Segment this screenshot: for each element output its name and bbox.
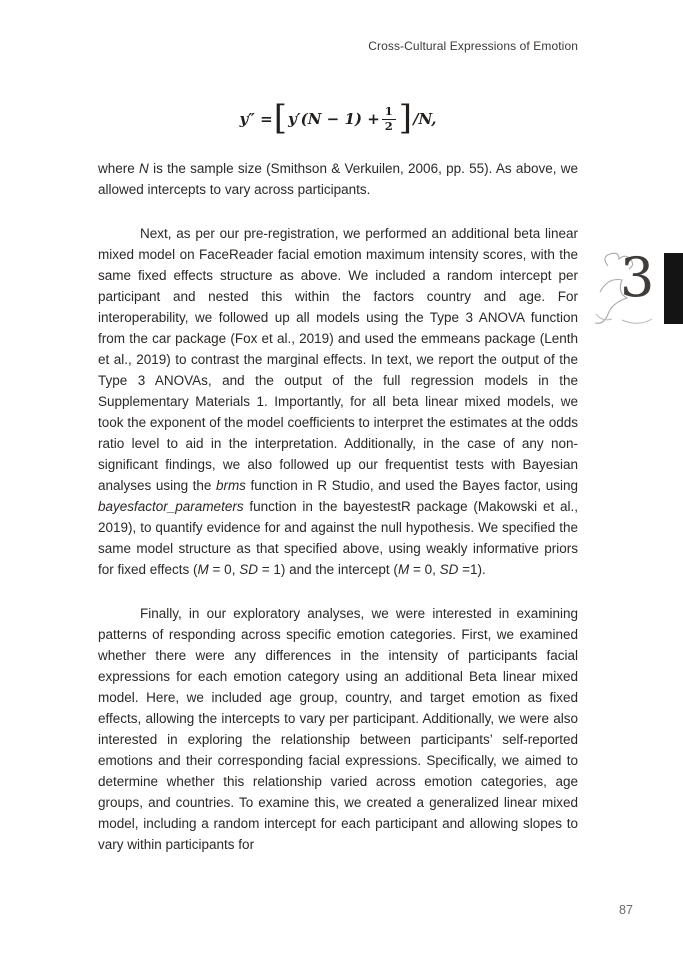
body-text-column (98, 158, 578, 878)
formula-tail: /N, (413, 110, 437, 128)
formula-beta-transformation: y″ = [ y′(N − 1) + $\frac{1}{2}$ ] /N, (239, 98, 437, 138)
paragraph-sample-size: where N is the sample size (Smithson & Verkuilen, 2006, pp. 55). As above, we allowed intercepts to vary across participants. (98, 161, 578, 197)
paragraph-beta-mixed-model: Next, as per our pre-registration, we performed an additional beta linear mixed model on FaceReader facial emotion maximum intensity scores, with the same fixed effects structure as above. We included a random intercept per participant and nested this within the factors country and age. For interoperability, we followed up all models using the Type 3 ANOVA function from the car package (Fox et al., 2019) and used the emmeans package (Lenth et al., 2019) to contrast the marginal effects. In text, we report the output of the Type 3 ANOVAs, and the output of the full regression models in the Supplementary Materials 1. Importantly, for all beta linear mixed models, we took the exponent of the model coefficients to interpret the estimates at the odds ratio level to aid in the interpretation. Additionally, in the case of any non-significant findings, we also followed up our frequentist tests with Bayesian analyses using the brms function in R Studio, and used the Bayes factor, using bayesfactor_parameters function in the bayestestR package (Makowski et al., 2019), to quantify evidence for and against the null hypothesis. We specified the same model structure as that specified above, using weakly informative priors for fixed effects (M = 0, SD = 1) and the intercept (M = 0, SD =1). (98, 226, 578, 577)
formula-fraction-numerator: 1 (382, 105, 396, 119)
formula-lhs: y″ = (239, 110, 273, 128)
formula-fraction (382, 105, 396, 132)
chapter-decoration (592, 246, 664, 332)
running-head: Cross-Cultural Expressions of Emotion (368, 39, 578, 53)
formula-inner-expression: y′(N − 1) + (287, 110, 380, 128)
chapter-number: 3 (620, 246, 655, 309)
page-number: 87 (619, 903, 633, 917)
formula-fraction-denominator: 2 (384, 118, 393, 133)
chapter-tab-marker (664, 253, 683, 324)
paragraph-exploratory-analyses: Finally, in our exploratory analyses, we were interested in examining patterns of responding across specific emotion categories. First, we examined whether there were any differences in the intensity of participants facial expressions for each emotion category using an additional Beta linear mixed model. Here, we included age group, country, and target emotion as fixed effects, allowing the intercepts to vary per participant. Additionally, we were also interested in exploring the relationship between participants’ self-reported emotions and their corresponding facial expressions. Specifically, we aimed to determine whether this relationship varied across emotion categories, age groups, and countries. To examine this, we created a generalized linear mixed model, including a random intercept for each participant and allowing slopes to vary within participants for (98, 606, 578, 852)
